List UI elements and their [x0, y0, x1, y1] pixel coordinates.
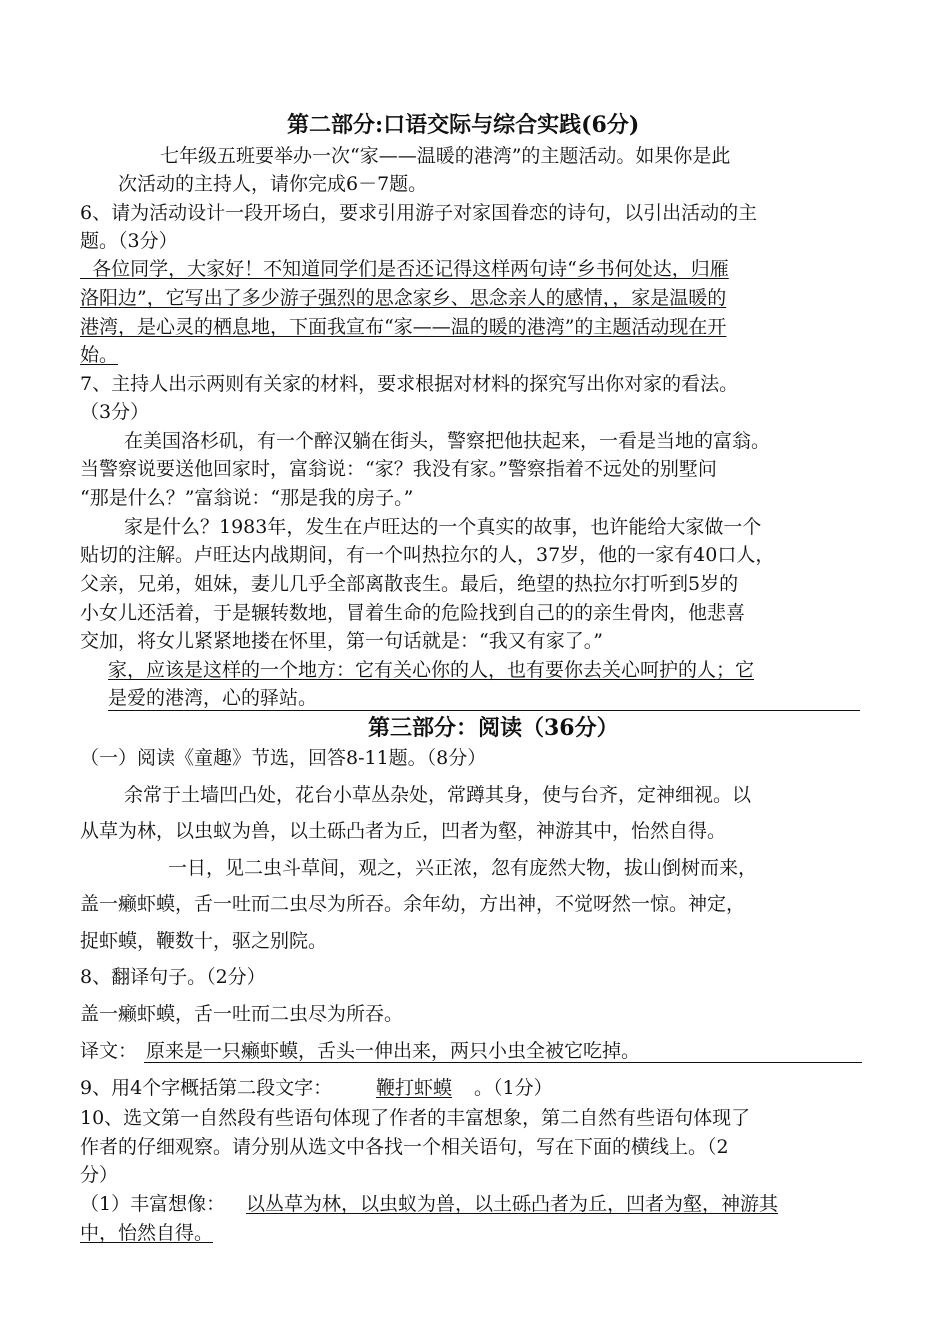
material2-line4: 小女儿还活着，于是辗转数地，冒着生命的危险找到自己的的亲生骨肉，他悲喜: [80, 602, 746, 624]
reading1-subheading: （一）阅读《童趣》节选，回答8-11题。（8分）: [80, 747, 487, 769]
material1-line3: “那是什么？”富翁说：“那是我的房子。”: [80, 487, 414, 509]
material2-line5: 交加，将女儿紧紧地搂在怀里，第一句话就是：“我又有家了。”: [80, 630, 603, 652]
question6-line2: 题。（3分）: [80, 230, 178, 252]
question9-score: 。（1分）: [474, 1077, 553, 1099]
question9-prompt: 9、用4个字概括第二段文字：: [80, 1077, 333, 1099]
passage-p1-line1: 余常于土墙凹凸处，花台小草丛杂处，常蹲其身，使与台齐，定神细视。以: [124, 784, 752, 806]
answer6-line2: 洛阳边”，它写出了多少游子强烈的思念家乡、思念亲人的感情，，家是温暖的: [80, 287, 727, 309]
question10-line1: 10、选文第一自然段有些语句体现了作者的丰富想象，第二自然有些语句体现了: [80, 1107, 751, 1129]
material2-line2: 贴切的注解。卢旺达内战期间，有一个叫热拉尔的人，37岁，他的一家有40口人，: [80, 544, 775, 566]
section3-heading: 第三部分：阅读（36分）: [368, 715, 619, 741]
answer7-line2: 是爱的港湾，心的驿站。: [108, 687, 318, 709]
question6-line1: 6、请为活动设计一段开场白，要求引用游子对家国眷恋的诗句，以引出活动的主: [80, 202, 758, 224]
question8-answer: 原来是一只癞虾蟆，舌头一伸出来，两只小虫全被它吃掉。: [146, 1040, 641, 1062]
question10-line3: 分）: [80, 1164, 119, 1186]
question8-sentence: 盖一癞虾蟆，舌一吐而二虫尽为所吞。: [80, 1003, 404, 1025]
answer7-underline: [108, 710, 860, 711]
passage-p1-line2: 从草为林，以虫蚁为兽，以土砾凸者为丘，凹者为壑，神游其中，怡然自得。: [80, 820, 727, 842]
material1-line2: 当警察说要送他回家时，富翁说：“家？我没有家。”警察指着不远处的别墅问: [80, 458, 717, 480]
material1-line1: 在美国洛杉矶，有一个醉汉躺在街头，警察把他扶起来，一看是当地的富翁。: [124, 430, 771, 452]
question10-line2: 作者的仔细观察。请分别从选文中各找一个相关语句，写在下面的横线上。（2: [80, 1136, 729, 1158]
question10a-answer-line1: 以丛草为林，以虫蚁为兽，以土砾凸者为丘，凹者为壑，神游其: [246, 1193, 779, 1215]
passage-p2-line2: 盖一癞虾蟆，舌一吐而二虫尽为所吞。余年幼，方出神，不觉呀然一惊。神定，: [80, 893, 746, 915]
passage-p2-line3: 捉虾蟆，鞭数十，驱之别院。: [80, 930, 328, 952]
passage-p2-line1: 一日，见二虫斗草间，观之，兴正浓，忽有庞然大物，拔山倒树而来，: [168, 857, 758, 879]
question8-answer-label: 译文：: [80, 1040, 138, 1062]
answer6-line4: 始。: [80, 344, 119, 366]
answer7-line1: 家，应该是这样的一个地方：它有关心你的人，也有要你去关心呵护的人；它: [108, 659, 755, 681]
question9-answer: 鞭打虾蟆: [376, 1077, 453, 1099]
answer6-line3: 港湾，是心灵的栖息地，下面我宣布“家——温的暖的港湾”的主题活动现在开: [80, 316, 727, 338]
question8-answer-underline: [144, 1062, 862, 1063]
section2-heading: 第二部分:口语交际与综合实践(6分): [287, 112, 640, 138]
material2-line1: 家是什么？1983年，发生在卢旺达的一个真实的故事，也许能给大家做一个: [124, 516, 762, 538]
question8: 8、翻译句子。（2分）: [80, 966, 266, 988]
question10a-answer-line2: 中，怡然自得。: [80, 1222, 214, 1244]
question7-line2: （3分）: [80, 401, 150, 423]
answer6-line1: 各位同学，大家好！不知道同学们是否还记得这样两句诗“乡书何处达，归雁: [80, 258, 729, 280]
section2-intro-line2: 次活动的主持人，请你完成6－7题。: [118, 173, 428, 195]
question7-line1: 7、主持人出示两则有关家的材料，要求根据对材料的探究写出你对家的看法。: [80, 373, 739, 395]
question10a-label: （1）丰富想像：: [80, 1193, 226, 1215]
section2-intro-line1: 七年级五班要举办一次“家——温暖的港湾”的主题活动。如果你是此: [160, 145, 731, 167]
material2-line3: 父亲，兄弟，姐妹，妻儿几乎全部离散丧生。最后，绝望的热拉尔打听到5岁的: [80, 573, 739, 595]
